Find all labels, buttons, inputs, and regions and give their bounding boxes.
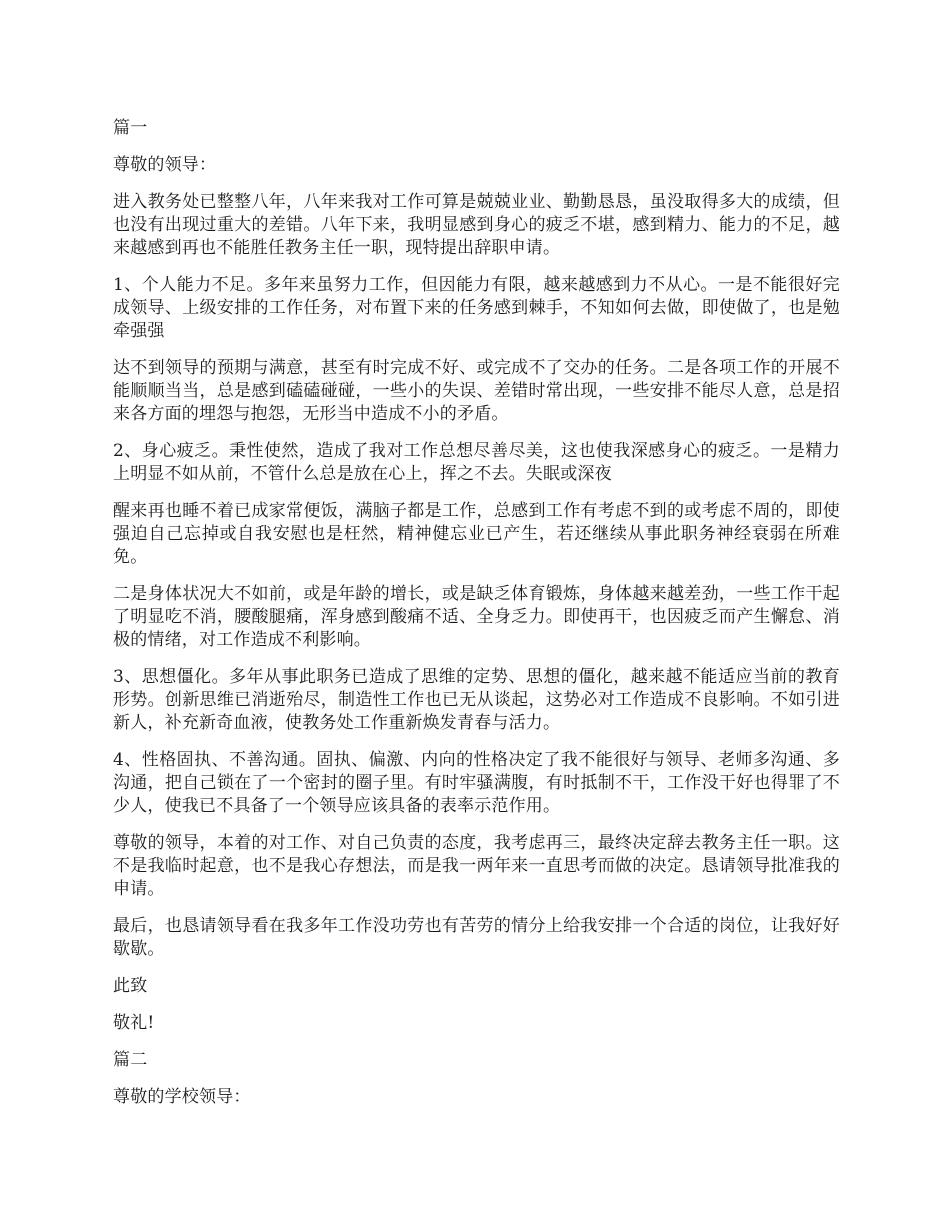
- paragraph-point-1: 1、个人能力不足。多年来虽努力工作，但因能力有限，越来越感到力不从心。一是不能很好完成领导、上级安排的工作任务，对布置下来的任务感到棘手，不知如何去做，即使做了，也是勉牵强强: [113, 275, 840, 341]
- paragraph-point-4: 4、性格固执、不善沟通。固执、偏激、内向的性格决定了我不能很好与领导、老师多沟通、多沟通，把自己锁在了一个密封的圈子里。有时牢骚满腹，有时抵制不干，工作没干好也得罪了不少人，使我已不具备了一个领导应该具备的表率示范作用。: [113, 750, 840, 816]
- closing-line-1: 此致: [113, 976, 148, 996]
- section-heading-1: 篇一: [113, 118, 148, 138]
- paragraph-conclusion: 尊敬的领导，本着的对工作、对自己负责的态度，我考虑再三，最终决定辞去教务主任一职。这不是我临时起意，也不是我心存想法，而是我一两年来一直思考而做的决定。恳请领导批准我的申请。: [113, 833, 840, 899]
- paragraph-intro: 进入教务处已整整八年，八年来我对工作可算是兢兢业业、勤勤恳恳，虽没取得多大的成绩，但也没有出现过重大的差错。八年下来，我明显感到身心的疲乏不堪，感到精力、能力的不足，越来越感到再也不能胜任教务主任一职，现特提出辞职申请。: [113, 192, 840, 258]
- closing-line-2: 敬礼!: [113, 1013, 155, 1033]
- salutation: 尊敬的领导：: [113, 155, 217, 175]
- paragraph-point-2-body: 二是身体状况大不如前，或是年龄的增长，或是缺乏体育锻炼，身体越来越差劲，一些工作干起了明显吃不消，腰酸腿痛，浑身感到酸痛不适、全身乏力。即使再干，也因疲乏而产生懈怠、消极的情绪，对工作造成不利影响。: [113, 584, 840, 650]
- paragraph-point-3: 3、思想僵化。多年从事此职务已造成了思维的定势、思想的僵化，越来越不能适应当前的教育形势。创新思维已消逝殆尽，制造性工作也已无从谈起，这势必对工作造成不良影响。不如引进新人，补充新奇血液，使教务处工作重新焕发青春与活力。: [113, 667, 840, 733]
- paragraph-point-1-cont: 达不到领导的预期与满意，甚至有时完成不好、或完成不了交办的任务。二是各项工作的开展不能顺顺当当，总是感到磕磕碰碰，一些小的失误、差错时常出现，一些安排不能尽人意，总是招来各方面的埋怨与抱怨，无形当中造成不小的矛盾。: [113, 358, 840, 424]
- section-heading-2: 篇二: [113, 1050, 148, 1070]
- paragraph-point-2: 2、身心疲乏。秉性使然，造成了我对工作总想尽善尽美，这也使我深感身心的疲乏。一是精力上明显不如从前，不管什么总是放在心上，挥之不去。失眠或深夜: [113, 441, 840, 484]
- document-body: [113, 117, 840, 1123]
- paragraph-final-request: 最后，也恳请领导看在我多年工作没功劳也有苦劳的情分上给我安排一个合适的岗位，让我好好歇歇。: [113, 916, 840, 959]
- salutation-2: 尊敬的学校领导：: [113, 1087, 251, 1107]
- paragraph-point-2-cont: 醒来再也睡不着已成家常便饭，满脑子都是工作，总感到工作有考虑不到的或考虑不周的，即使强迫自己忘掉或自我安慰也是枉然，精神健忘业已产生，若还继续从事此职务神经衰弱在所难免。: [113, 501, 840, 567]
